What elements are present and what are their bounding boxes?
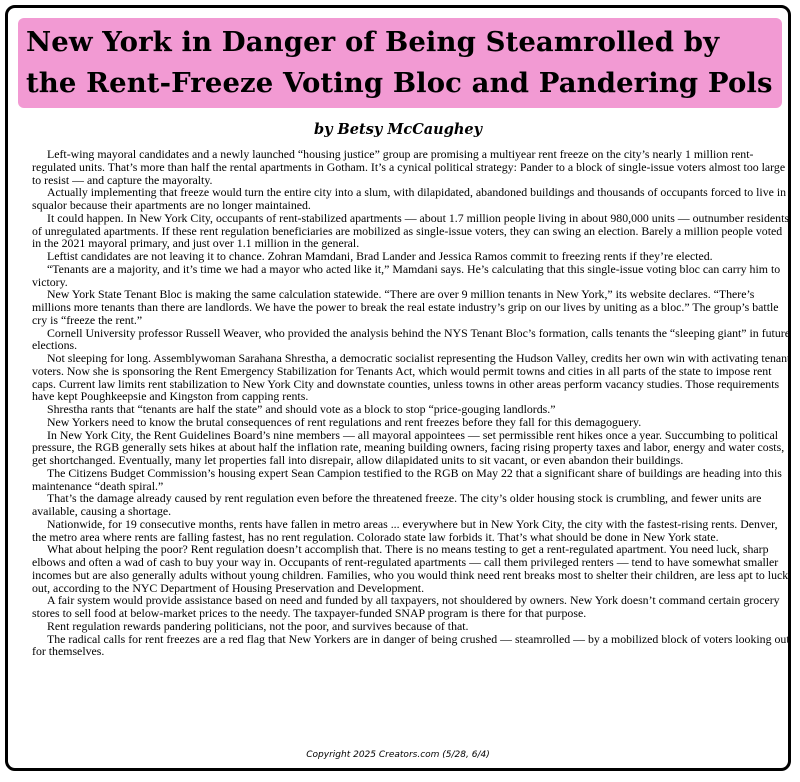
- title-banner: [18, 18, 782, 108]
- paragraph: What about helping the poor? Rent regulation doesn’t accomplish that. There is no means testing to get a rent-regulated apartment. You need luck, sharp elbows and often a wad of cash to buy your way in. Occupants of rent-regulated apartments — call them privileged renters — tend to have somewhat smaller incomes but are also generally adults without young children. Families, who you would think need rent breaks most to shelter their children, are less apt to luck out, according to the NYC Department of Housing Preservation and Development.: [32, 542, 789, 595]
- paragraph: Leftist candidates are not leaving it to chance. Zohran Mamdani, Brad Lander and Jessica Ramos commit to freezing rents if they’re elected.: [47, 249, 713, 263]
- paragraph: That’s the damage already caused by rent regulation even before the threatened freeze. The city’s older housing stock is crumbling, and fewer units are available, causing a shortage.: [32, 491, 762, 518]
- paragraph: Left-wing mayoral candidates and a newly launched “housing justice” group are promising a multiyear rent freeze on the city’s nearly 1 million rent-regulated units. That’s more than half the rental apartments in Gotham. It’s a cynical political strategy: Pander to a block of single-issue voters almost too large to resist — and capture the mayoralty.: [32, 147, 786, 187]
- copyright-notice: Copyright 2025 Creators.com (5/28, 6/4): [306, 750, 490, 760]
- paragraph: A fair system would provide assistance based on need and funded by all taxpayers, not shouldered by owners. New York doesn’t command certain grocery stores to sell food at below-market prices to the needy. The taxpayer-funded SNAP program is there for that purpose.: [32, 593, 780, 620]
- paragraph: Nationwide, for 19 consecutive months, rents have fallen in metro areas ... everywhere but in New York City, the city with the fastest-rising rents. Denver, the metro area where rents are falling fastest, has no rent regulation. Colorado state law forbids it. That’s what should be done in New York state.: [32, 516, 778, 544]
- paragraph: Cornell University professor Russell Weaver, who provided the analysis behind the NYS Tenant Bloc’s formation, calls tenants the “sleeping giant” in future elections.: [32, 325, 790, 353]
- paragraph: Actually implementing that freeze would turn the entire city into a slum, with dilapidated, abandoned buildings and thousands of occupants forced to live in squalor because their apartments are no longer maintained.: [32, 185, 787, 212]
- article-frame: [5, 5, 791, 771]
- article-title: New York in Danger of Being Steamrolled by the Rent-Freeze Voting Bloc and Pandering Pols: [26, 26, 773, 99]
- paragraph: It could happen. In New York City, occupants of rent-stabilized apartments — about 1.7 million people living in about 980,000 units — outnumber residents of unregulated apartments. If these rent regulation beneficiaries are mobilized as single-issue voters, they can swing an election. Barely a million people voted in the 2021 mayoral primary, and just over 1.1 million in the general.: [32, 210, 789, 251]
- paragraph: Rent regulation rewards pandering politicians, not the poor, and survives because of that.: [47, 618, 469, 633]
- paragraph: “Tenants are a majority, and it’s time we had a mayor who acted like it,” Mamdani says. He’s calculating that this single-issue voting bloc can carry him to victory.: [32, 261, 781, 289]
- byline: by Betsy McCaughey: [313, 121, 483, 138]
- paragraph: The radical calls for rent freezes are a red flag that New Yorkers are in danger of being crushed — steamrolled — by a mobilized block of voters looking out for themselves.: [32, 631, 790, 659]
- article-body: [32, 148, 793, 658]
- paragraph: The Citizens Budget Commission’s housing expert Sean Campion testified to the RGB on May 22 that a significant share of buildings are heading into this maintenance “death spiral.”: [32, 465, 782, 493]
- paragraph: In New York City, the Rent Guidelines Board’s nine members — all mayoral appointees — set permissible rent hikes once a year. Succumbing to political pressure, the RGB generally sets hikes at about half the inflation rate, meaning building owners, facing rising property taxes and labor, energy and water costs, get shortchanged. Eventually, many let properties fall into disrepair, allow dilapidated units to sit vacant, or even abandon their buildings.: [32, 427, 785, 467]
- paragraph: New Yorkers need to know the brutal consequences of rent regulations and rent freezes before they fall for this demagoguery.: [47, 414, 642, 429]
- paragraph: Not sleeping for long. Assemblywoman Sarahana Shrestha, a democratic socialist representing the Hudson Valley, credits her own win with activating tenant voters. Now she is sponsoring the Rent Emergency Stabilization for Tenants Act, which would permit towns and cities in all parts of the state to impose rent caps. Current law limits rent stabilization to New York City and downstate counties, unless towns in other areas perform vacancy studies. Those requirements have kept Poughkeepsie and Kingston from capping rents.: [32, 351, 791, 404]
- paragraph: Shrestha rants that “tenants are half the state” and should vote as a block to stop “price-gouging landlords.”: [47, 402, 556, 416]
- paragraph: New York State Tenant Bloc is making the same calculation statewide. “There are over 9 million tenants in New York,” its website declares. “There’s millions more tenants than there are landlords. We have the power to break the real estate industry’s grip on our lives by uniting as a bloc.” The group’s battle cry is “freeze the rent.”: [32, 287, 779, 327]
